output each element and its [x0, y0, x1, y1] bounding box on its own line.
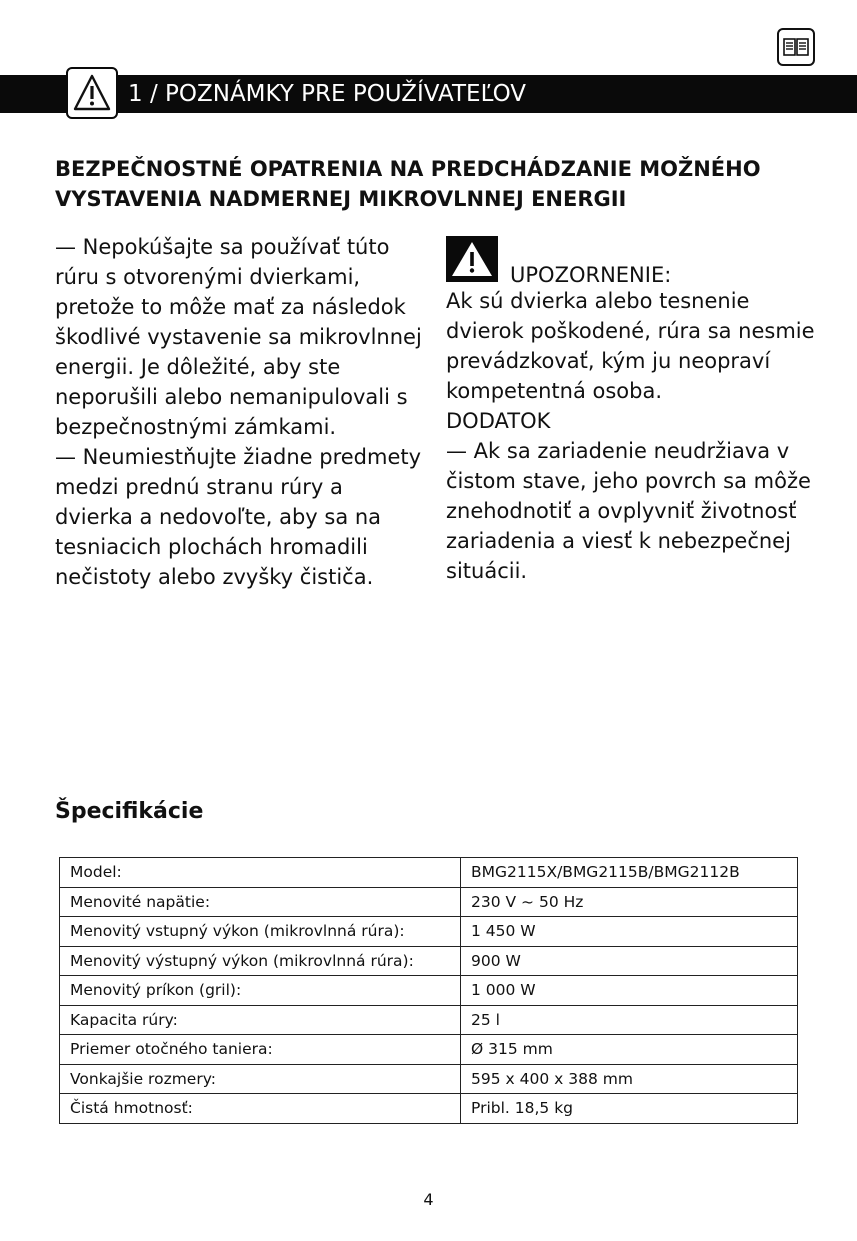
spec-value: 1 000 W [461, 976, 798, 1006]
table-row [60, 1035, 798, 1065]
addendum-text: — Ak sa zariadenie neudržiava v čistom stave, jeho povrch sa môže znehodnotiť a ovplyvniť životnosť zariadenia a viesť k nebezpečnej situácii. [446, 439, 811, 583]
safety-paragraph-2: — Neumiestňujte žiadne predmety medzi prednú stranu rúry a dvierka a nedovoľte, aby sa na tesniacich plochách hromadili nečistoty alebo zvyšky čističa. [55, 445, 422, 589]
specifications-heading: Špecifikácie [55, 799, 204, 824]
spec-label: Priemer otočného taniera: [60, 1035, 461, 1065]
spec-value: 230 V ~ 50 Hz [461, 887, 798, 917]
left-column [55, 232, 425, 592]
spec-value: BMG2115X/BMG2115B/BMG2112B [461, 858, 798, 888]
table-row [60, 976, 798, 1006]
table-row [60, 858, 798, 888]
table-row [60, 887, 798, 917]
manual-book-icon [777, 28, 815, 66]
warning-triangle-icon [446, 236, 498, 282]
warning-text: Ak sú dvierka alebo tesnenie dvierok poškodené, rúra sa nesmie prevádzkovať, kým ju neopraví kompetentná osoba. [446, 289, 815, 403]
safety-heading-line-2: VYSTAVENIA NADMERNEJ MIKROVLNNEJ ENERGII [55, 187, 627, 211]
specifications-table [59, 857, 798, 1124]
spec-value: 1 450 W [461, 917, 798, 947]
safety-paragraph-1: — Nepokúšajte sa používať túto rúru s otvorenými dvierkami, pretože to môže mať za následok škodlivé vystavenie sa mikrovlnnej energii. Je dôležité, aby ste neporušili alebo nemanipulovali s bezpečnostnými zámkami. [55, 235, 422, 439]
spec-value: 900 W [461, 946, 798, 976]
spec-value: Ø 315 mm [461, 1035, 798, 1065]
table-row [60, 946, 798, 976]
warning-row [446, 236, 816, 286]
spec-label: Kapacita rúry: [60, 1005, 461, 1035]
table-row [60, 1005, 798, 1035]
warning-label: UPOZORNENIE: [510, 263, 672, 287]
table-row [60, 1094, 798, 1124]
safety-heading [55, 154, 815, 214]
table-row [60, 1064, 798, 1094]
spec-value: 25 l [461, 1005, 798, 1035]
addendum-title: DODATOK [446, 409, 551, 433]
table-row [60, 917, 798, 947]
section-title: 1 / POZNÁMKY PRE POUŽÍVATEĽOV [128, 81, 526, 107]
safety-heading-line-1: BEZPEČNOSTNÉ OPATRENIA NA PREDCHÁDZANIE MOŽNÉHO [55, 157, 761, 181]
spec-label: Vonkajšie rozmery: [60, 1064, 461, 1094]
spec-label: Menovitý príkon (gril): [60, 976, 461, 1006]
page-number: 4 [423, 1190, 434, 1209]
spec-value: 595 x 400 x 388 mm [461, 1064, 798, 1094]
spec-label: Model: [60, 858, 461, 888]
spec-label: Čistá hmotnosť: [60, 1094, 461, 1124]
spec-label: Menovité napätie: [60, 887, 461, 917]
spec-label: Menovitý výstupný výkon (mikrovlnná rúra): [60, 946, 461, 976]
spec-label: Menovitý vstupný výkon (mikrovlnná rúra): [60, 917, 461, 947]
spec-value: Pribl. 18,5 kg [461, 1094, 798, 1124]
header-warning-icon [66, 67, 118, 119]
right-column [446, 236, 816, 586]
